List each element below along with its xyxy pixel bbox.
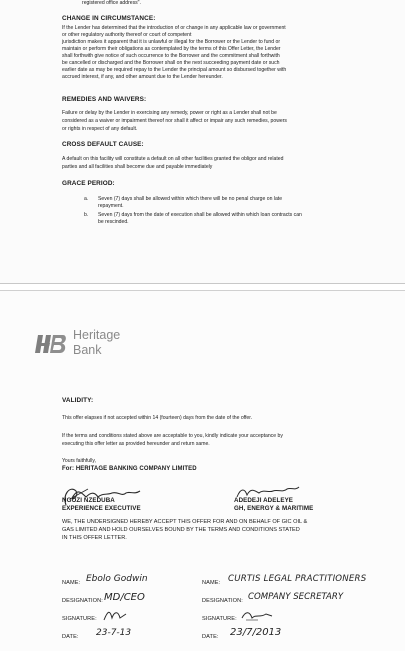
designation-value-right: COMPANY SECRETARY xyxy=(248,592,344,602)
list-line: Seven (7) days shall be allowed within which there will be no penal charge on late xyxy=(98,196,283,202)
signature-mark-left xyxy=(100,606,130,624)
top-line-fragment: registered office address". xyxy=(82,0,141,6)
acceptance-line: GAS LIMITED AND HOLD OURSELVES BOUND BY THE TERMS AND CONDITIONS STATED xyxy=(62,527,300,533)
list-line: be rescinded. xyxy=(98,219,129,225)
paragraph-line: accrued interest, if any, and other amount due to the Lender hereunder. xyxy=(62,74,223,80)
acceptance-line: IN THIS OFFER LETTER. xyxy=(62,535,127,541)
list-line: repayment. xyxy=(98,203,124,209)
list-number: a. xyxy=(84,196,89,202)
date-label-left: DATE: xyxy=(62,634,79,640)
grace-item-a xyxy=(84,196,384,210)
name-label-left: NAME: xyxy=(62,580,81,586)
list-item-text xyxy=(98,212,384,226)
date-value-right: 23/7/2013 xyxy=(230,627,282,638)
grace-item-b xyxy=(84,212,384,226)
acceptance-line: WE, THE UNDERSIGNED HEREBY ACCEPT THIS OFFER FOR AND ON BEHALF OF GIC OIL & xyxy=(62,519,308,525)
grace-period-heading: GRACE PERIOD: xyxy=(62,180,115,187)
list-number: b. xyxy=(84,212,89,218)
cross-default-heading: CROSS DEFAULT CAUSE: xyxy=(62,141,144,148)
paragraph-line: shall forthwith give notice of such occurrence to the Borrower and the commitment shall forthwith xyxy=(62,53,280,59)
heritage-bank-logo-icon xyxy=(34,331,68,357)
remedies-heading: REMEDIES AND WAIVERS: xyxy=(62,96,147,103)
terms-line: If the terms and conditions stated above are acceptable to you, kindly indicate your acceptance by xyxy=(62,433,283,439)
designation-label-left: DESIGNATION: xyxy=(62,598,103,604)
signature-label-right: SIGNATURE: xyxy=(202,616,237,622)
validity-line: This offer elapses if not accepted within 14 (fourteen) days from the date of the offer. xyxy=(62,415,253,421)
date-label-right: DATE: xyxy=(202,634,219,640)
designation-label-right: DESIGNATION: xyxy=(202,598,243,604)
signature-mark-right xyxy=(238,606,278,624)
for-heritage-line: For: HERITAGE BANKING COMPANY LIMITED xyxy=(62,466,197,472)
validity-heading: VALIDITY: xyxy=(62,397,94,404)
signatory-title-left: EXPERIENCE EXECUTIVE xyxy=(62,505,141,512)
signature-label-left: SIGNATURE: xyxy=(62,616,97,622)
paragraph-line: or rights in respect of any default. xyxy=(62,126,138,132)
paragraph-line: jurisdiction makes it apparent that it is unlawful or illegal for the Borrower or the Lender to fund or xyxy=(62,39,281,45)
list-line: Seven (7) days from the date of execution shall be allowed within which loan contracts can xyxy=(98,212,302,218)
paragraph-line: A default on this facility will constitute a default on all other facilities granted the obligor and related xyxy=(62,156,284,162)
paragraph-line: or other regulatory authority thereof or court of competent xyxy=(62,32,192,38)
yours-faithfully: Yours faithfully, xyxy=(62,458,96,464)
signatory-name-right: ADEDEJI ADELEYE xyxy=(234,497,294,504)
list-item-text xyxy=(98,196,384,210)
logo-text-heritage: Heritage xyxy=(73,328,121,342)
logo-text-bank: Bank xyxy=(73,343,102,357)
paragraph-line: Failure or delay by the Lender in exercising any remedy, power or right as a Lender shall not be xyxy=(62,110,277,116)
paragraph-line: If the Lender has determined that the introduction of or change in any applicable law or government xyxy=(62,25,286,31)
designation-value-left: MD/CEO xyxy=(104,592,145,603)
paragraph-line: be cancelled or discharged and the Borrower shall on the next succeeding payment date or such xyxy=(62,60,280,66)
document-page-upper xyxy=(0,0,405,284)
change-in-circumstance-heading: CHANGE IN CIRCUMSTANCE: xyxy=(62,15,156,22)
paragraph-line: earlier date as may be required repay to the Lender the principal amount so disbursed together with xyxy=(62,67,287,73)
terms-line: executing this offer letter as provided hereunder and return same. xyxy=(62,441,210,447)
paragraph-line: considered as a waiver or impairment thereof nor shall it affect or impair any such remedies, powers xyxy=(62,118,287,124)
name-value-left: Ebolo Godwin xyxy=(86,574,148,584)
name-label-right: NAME: xyxy=(202,580,221,586)
paragraph-line: maintain or perform their obligations as contemplated by the terms of this Offer Letter, the Lender xyxy=(62,46,281,52)
paragraph-line: parties and all facilities shall become due and payable immediately xyxy=(62,164,213,170)
date-value-left: 23-7-13 xyxy=(96,628,132,638)
signatory-name-left: NGOZI NZEDUBA xyxy=(62,497,115,504)
name-value-right: CURTIS LEGAL PRACTITIONERS xyxy=(228,574,367,584)
signatory-title-right: GH, ENERGY & MARITIME xyxy=(234,505,314,512)
